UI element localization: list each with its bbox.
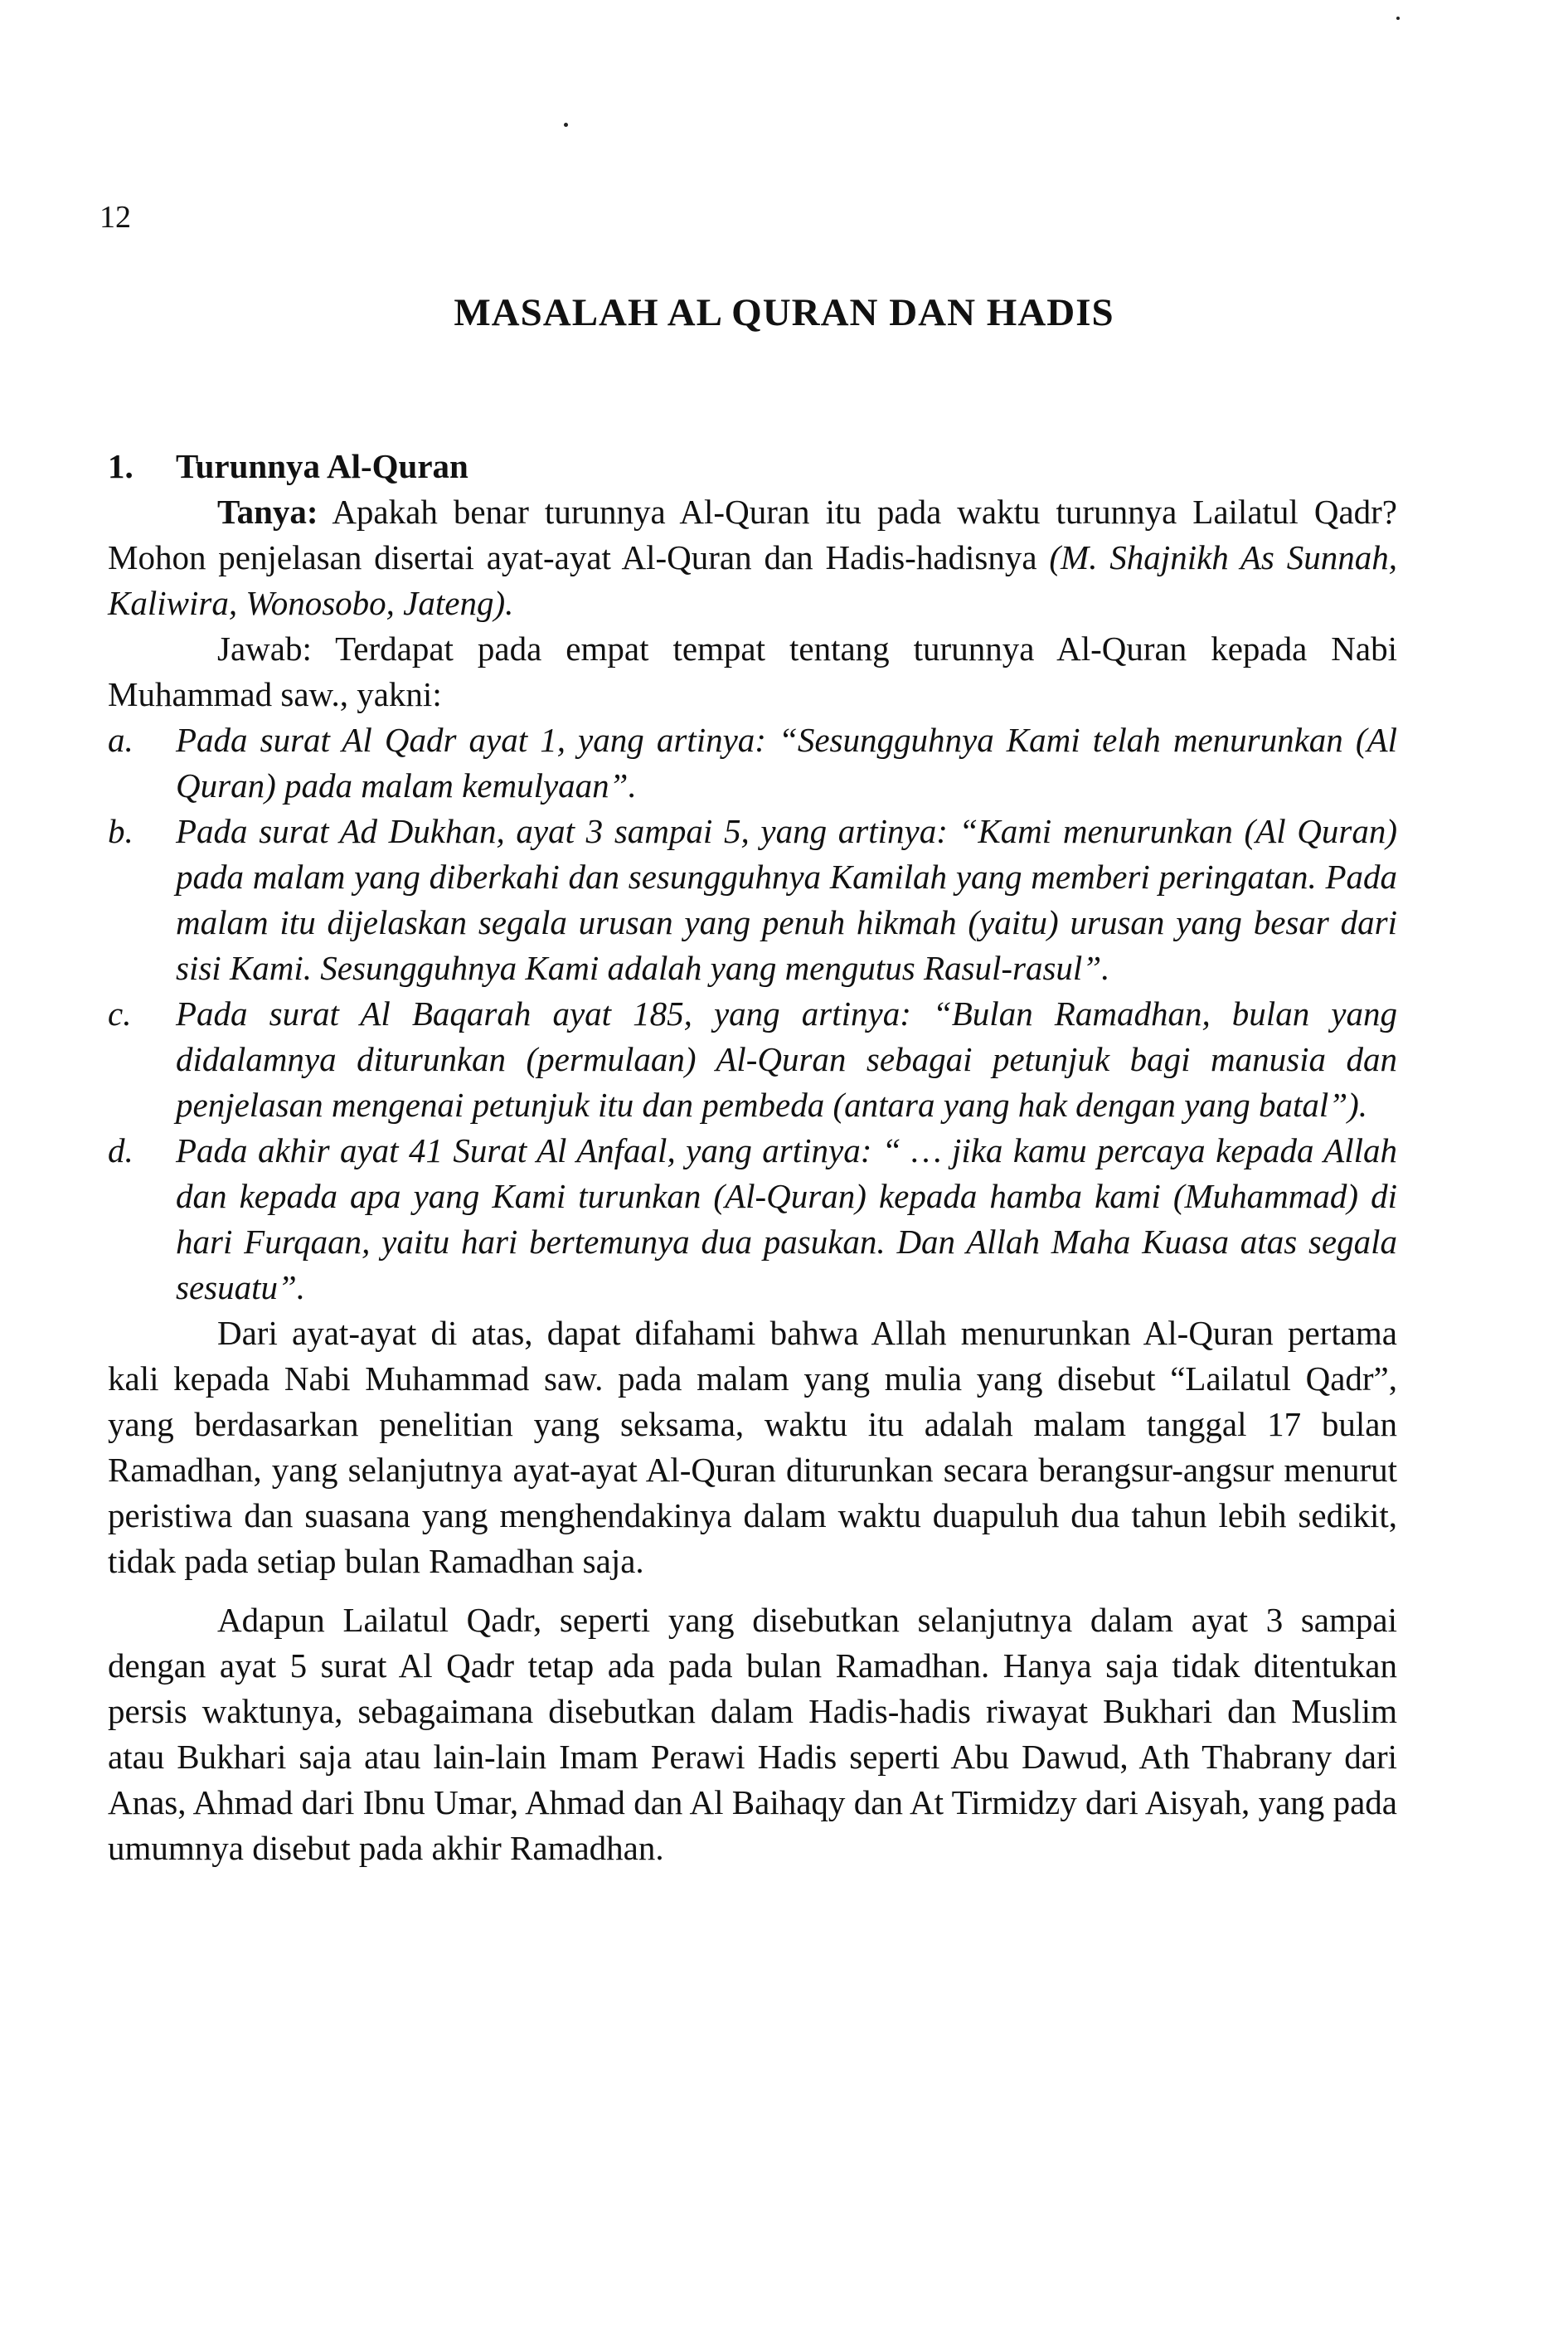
question-source: (M. Shajnikh As Sunnah, Kaliwira, Wonosobo, Jateng). xyxy=(108,538,1397,622)
question-paragraph xyxy=(108,489,1397,626)
question-text: Apakah benar turunnya Al-Quran itu pada waktu turunnya Lailatul Qadr? Mohon penjelasan disertai ayat-ayat Al-Quran dan Hadis-hadisnya xyxy=(108,493,1397,576)
verse-item xyxy=(108,991,1397,1128)
body-paragraph-2: Adapun Lailatul Qadr, seperti yang disebutkan selanjutnya dalam ayat 3 sampai dengan ayat 5 surat Al Qadr tetap ada pada bulan Ramadhan. Hanya saja tidak ditentukan persis waktunya, sebagaimana disebutkan dalam Hadis-hadis riwayat Bukhari dan Muslim atau Bukhari saja atau lain-lain Imam Perawi Hadis seperti Abu Dawud, Ath Thabrany dari Anas, Ahmad dari Ibnu Umar, Ahmad dan Al Baihaqy dan At Tirmidzy dari Aisyah, yang pada umumnya disebut pada akhir Ramadhan. xyxy=(108,1601,1397,1867)
verse-text: Pada akhir ayat 41 Surat Al Anfaal, yang artinya: “ … jika kamu percaya kepada Allah dan kepada apa yang Kami turunkan (Al-Quran) kepada hamba kami (Muhammad) di hari Furqaan, yaitu hari bertemunya dua pasukan. Dan Allah Maha Kuasa atas segala sesuatu”. xyxy=(176,1131,1397,1306)
verse-item xyxy=(108,1128,1397,1310)
section-number: 1. xyxy=(108,447,133,485)
section-title: Turunnya Al-Quran xyxy=(176,447,468,485)
verse-list xyxy=(108,717,1397,1310)
verse-text: Pada surat Ad Dukhan, ayat 3 sampai 5, yang artinya: “Kami menurunkan (Al Quran) pada malam yang diberkahi dan sesungguhnya Kamilah yang memberi peringatan. Pada malam itu dijelaskan segala urusan yang penuh hikmah (yaitu) urusan yang besar dari sisi Kami. Sesungguhnya Kami adalah yang mengutus Rasul-rasul”. xyxy=(176,812,1397,987)
body-paragraph-1: Dari ayat-ayat di atas, dapat difahami bahwa Allah menurunkan Al-Quran pertama kali kepada Nabi Muhammad saw. pada malam yang mulia yang disebut “Lailatul Qadr”, yang berdasarkan penelitian yang seksama, waktu itu adalah malam tanggal 17 bulan Ramadhan, yang selanjutnya ayat-ayat Al-Quran diturunkan secara berangsur-angsur menurut peristiwa dan suasana yang menghendakinya dalam waktu duapuluh dua tahun lebih sedikit, tidak pada setiap bulan Ramadhan saja. xyxy=(108,1314,1397,1580)
page-number: 12 xyxy=(100,200,131,235)
section-heading xyxy=(108,444,1397,489)
verse-text: Pada surat Al Baqarah ayat 185, yang artinya: “Bulan Ramadhan, bulan yang didalamnya diturunkan (permulaan) Al-Quran sebagai petunjuk bagi manusia dan penjelasan mengenai petunjuk itu dan pembeda (antara yang hak dengan yang batal”). xyxy=(176,994,1397,1124)
verse-marker: a. xyxy=(108,721,133,759)
verse-item xyxy=(108,809,1397,991)
verse-item xyxy=(108,717,1397,809)
verse-marker: c. xyxy=(108,994,132,1033)
verse-marker: b. xyxy=(108,812,133,850)
scan-speck xyxy=(1396,17,1400,20)
page-body xyxy=(108,444,1397,1871)
verse-marker: d. xyxy=(108,1131,133,1169)
answer-intro: Jawab: Terdapat pada empat tempat tentang turunnya Al-Quran kepada Nabi Muhammad saw., yakni: xyxy=(108,630,1397,713)
question-label: Tanya: xyxy=(217,493,318,531)
chapter-title: MASALAH AL QURAN DAN HADIS xyxy=(454,291,1114,334)
scan-speck xyxy=(564,123,568,127)
verse-text: Pada surat Al Qadr ayat 1, yang artinya: “Sesungguhnya Kami telah menurunkan (Al Quran) pada malam kemulyaan”. xyxy=(176,721,1397,805)
